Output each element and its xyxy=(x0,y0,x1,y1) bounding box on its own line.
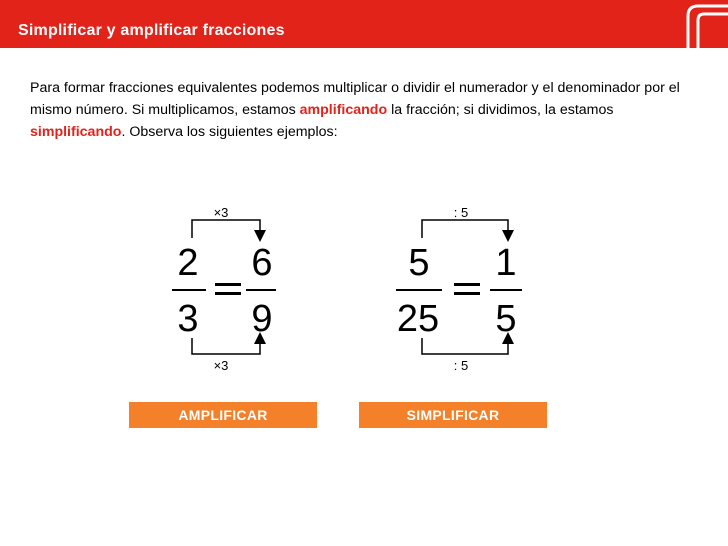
top-operator-simplificar: : 5 xyxy=(453,205,469,220)
numerator-right-2: 1 xyxy=(495,242,517,284)
page-title: Simplificar y amplificar fracciones xyxy=(18,22,285,39)
intro-text-3: . Observa los siguientes ejemplos: xyxy=(121,124,338,140)
numerator-left-2: 5 xyxy=(408,242,430,284)
equals-sign-top xyxy=(215,283,241,286)
amplificar-button[interactable]: AMPLIFICAR xyxy=(129,402,317,428)
equals-sign-bottom xyxy=(215,292,241,295)
numerator-right-1: 6 xyxy=(251,242,273,284)
fraction-bar xyxy=(246,289,276,291)
numerator-left-1: 2 xyxy=(177,242,199,284)
equals-sign-top xyxy=(454,283,480,286)
intro-text-2: la fracción; si dividimos, la estamos xyxy=(387,102,614,118)
keyword-simplificando: simplificando xyxy=(30,124,122,140)
keyword-amplificando: amplificando xyxy=(299,102,388,118)
denominator-right-2: 5 xyxy=(495,298,517,340)
fraction-bar xyxy=(172,289,206,291)
denominator-left-1: 3 xyxy=(177,298,199,340)
intro-text-1: Para formar fracciones equivalentes podemos multiplicar o dividir el numerador y el denominador por el mismo número. Si multiplicamos, estamos xyxy=(30,80,680,118)
equals-sign-bottom xyxy=(454,292,480,295)
bottom-operator-amplificar: ×3 xyxy=(213,358,229,373)
simplificar-button[interactable]: SIMPLIFICAR xyxy=(359,402,547,428)
fraction-bar xyxy=(396,289,442,291)
denominator-right-1: 9 xyxy=(251,298,273,340)
top-operator-amplificar: ×3 xyxy=(213,205,229,220)
bottom-operator-simplificar: : 5 xyxy=(453,358,469,373)
denominator-left-2: 25 xyxy=(396,298,440,340)
fraction-bar xyxy=(490,289,522,291)
